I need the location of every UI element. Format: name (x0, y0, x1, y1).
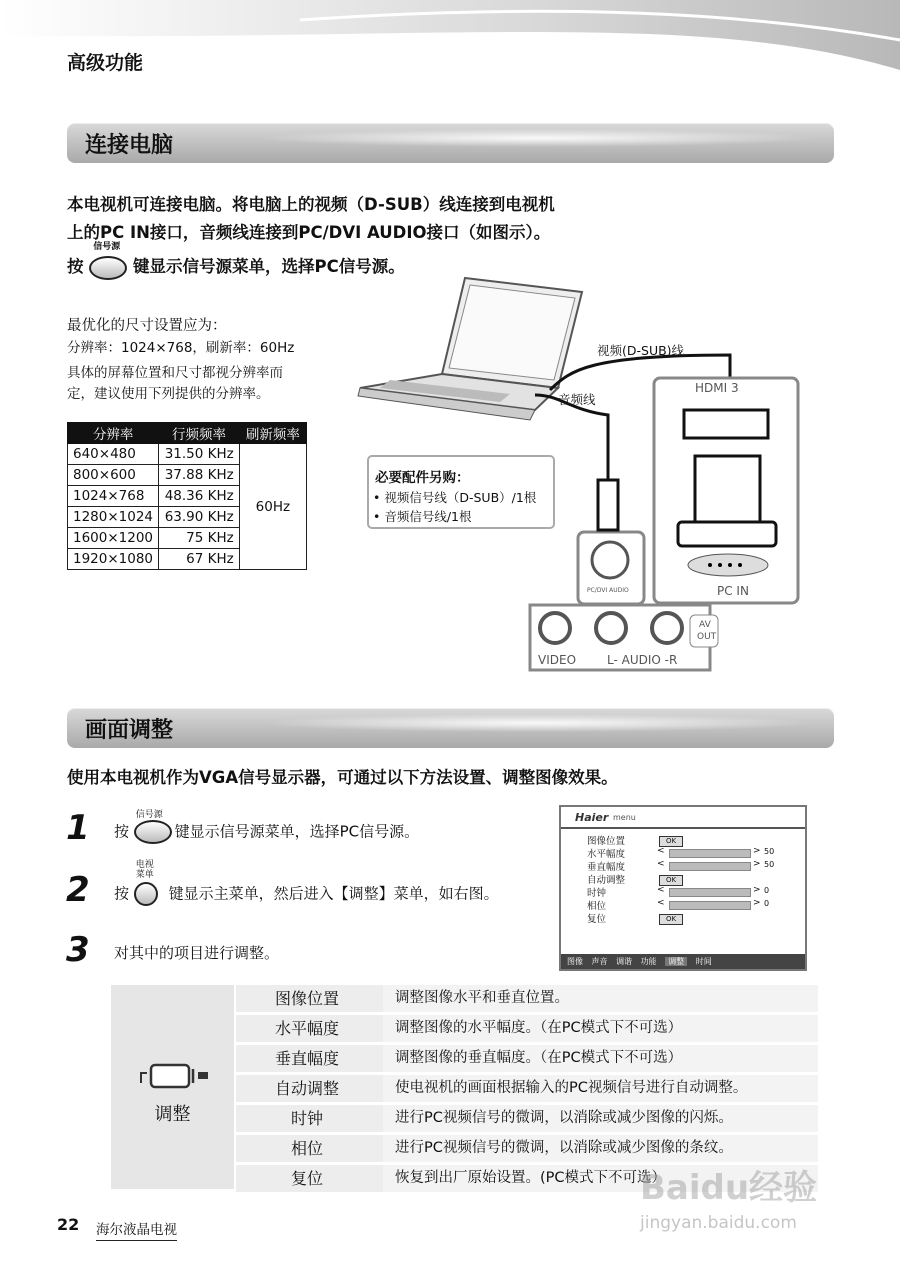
table-row: 复位 恢复到出厂原始设置。(PC模式下不可选） (236, 1165, 818, 1192)
accessory-item: • 视频信号线（D-SUB）/1根 (373, 490, 537, 505)
section2-intro: 使用本电视机作为VGA信号显示器，可通过以下方法设置、调整图像效果。 (67, 768, 618, 787)
page-number: 22 (57, 1215, 80, 1234)
step-number: 3 (66, 930, 90, 970)
accessory-item: • 音频信号线/1根 (373, 509, 472, 524)
av-out-label: OUT (697, 632, 717, 642)
menu-item: 图像位置 (587, 836, 626, 847)
step-text: 键显示主菜单，然后进入【调整】菜单，如右图。 (168, 884, 499, 903)
press-word: 按 (114, 822, 130, 841)
table-row: 水平幅度 调整图像的水平幅度。（在PC模式下不可选） (236, 1015, 818, 1042)
video-cable-label: 视频(D-SUB)线 (597, 343, 685, 358)
table-cell: 800×600 (68, 465, 159, 486)
table-cell: 1600×1200 (68, 528, 159, 549)
source-button-caption: 信号源 (93, 242, 121, 252)
step-text: 键显示信号源菜单，选择PC信号源。 (174, 822, 420, 841)
menu-tab-active: 调整 (665, 957, 687, 966)
pc-dvi-audio-label: PC/DVI AUDIO (587, 587, 629, 594)
ok-button: OK (659, 836, 683, 847)
table-cell: 1920×1080 (68, 549, 159, 570)
optimal-value: 分辨率：1024×768，刷新率：60Hz (67, 340, 295, 356)
intro-line-1: 本电视机可连接电脑。将电脑上的视频（D-SUB）线连接到电视机 (67, 195, 555, 214)
section-title: 连接电脑 (85, 133, 174, 158)
table-cell: 1024×768 (68, 486, 159, 507)
accessory-title: 必要配件另购： (375, 470, 470, 486)
adjust-icon-cell (111, 985, 234, 1189)
menu-tab: 调谐 (616, 957, 633, 966)
menu-tab-bar (561, 954, 805, 969)
menu-item: 相位 (587, 901, 607, 912)
table-cell: 640×480 (68, 444, 159, 465)
table-row: 图像位置 调整图像水平和垂直位置。 (236, 985, 818, 1012)
menu-value: 50 (764, 860, 775, 869)
table-header: 行频频率 (159, 423, 239, 444)
menu-brand-sub: menu (613, 813, 636, 822)
menu-tab: 声音 (591, 957, 608, 966)
step-1 (114, 810, 420, 844)
table-cell: 31.50 KHz (159, 444, 239, 465)
step-2 (114, 860, 499, 906)
audio-jack-label: L- AUDIO -R (607, 653, 678, 667)
note-line-2: 定，建议使用下列提供的分辨率。 (67, 386, 270, 402)
chapter-title: 高级功能 (67, 52, 144, 74)
laptop-illustration (358, 278, 582, 420)
step-3-text: 对其中的项目进行调整。 (114, 944, 280, 962)
video-jack-label: VIDEO (538, 653, 577, 667)
audio-cable-label: 音频线 (558, 392, 596, 407)
header-swoosh (0, 0, 900, 90)
table-row: 垂直幅度 调整图像的垂直幅度。（在PC模式下不可选） (236, 1045, 818, 1072)
refresh-cell: 60Hz (239, 444, 306, 570)
note-line-1: 具体的屏幕位置和尺寸都视分辨率而 (67, 365, 283, 381)
intro-line-2: 上的PC IN接口，音频线连接到PC/DVI AUDIO接口（如图示）。 (67, 223, 551, 242)
menu-tab: 时间 (695, 957, 712, 966)
menu-item: 自动调整 (587, 875, 626, 886)
adjust-label: 调整 (154, 1104, 191, 1125)
watermark-url: jingyan.baidu.com (640, 1213, 797, 1233)
menu-brand: Haier (575, 811, 609, 824)
footer-brand: 海尔液晶电视 (96, 1218, 177, 1241)
menu-value: 0 (764, 886, 770, 895)
press-word: 按 (114, 884, 130, 903)
watermark-logo: Baidu经验 (640, 1168, 818, 1208)
av-out-label: AV (699, 620, 711, 630)
table-cell: 37.88 KHz (159, 465, 239, 486)
hdmi-label: HDMI 3 (695, 381, 739, 395)
source-button-icon (89, 256, 127, 280)
section-header-picture-adjust (67, 708, 834, 748)
menu-button-caption: 电视 菜单 (135, 860, 154, 880)
menu-value: 50 (764, 847, 775, 856)
optimal-title: 最优化的尺寸设置应为： (67, 318, 227, 334)
step-number: 1 (66, 808, 90, 848)
table-cell: 63.90 KHz (159, 507, 239, 528)
press-word: 按 (67, 257, 84, 276)
adjust-icon (135, 1061, 215, 1091)
table-cell: 75 KHz (159, 528, 239, 549)
table-cell: 48.36 KHz (159, 486, 239, 507)
menu-item: 水平幅度 (587, 849, 626, 860)
step-number: 2 (66, 870, 90, 910)
menu-value: 0 (764, 899, 770, 908)
menu-item: 复位 (587, 914, 607, 925)
resolution-table (67, 422, 307, 570)
menu-item: 垂直幅度 (587, 862, 626, 873)
table-row: 自动调整 使电视机的画面根据输入的PC视频信号进行自动调整。 (236, 1075, 818, 1102)
table-row: 时钟 进行PC视频信号的微调，以消除或减少图像的闪烁。 (236, 1105, 818, 1132)
table-row: 相位 进行PC视频信号的微调，以消除或减少图像的条纹。 (236, 1135, 818, 1162)
source-button-caption: 信号源 (135, 810, 163, 820)
ok-button: OK (659, 875, 683, 886)
press-source-rest: 键显示信号源菜单，选择PC信号源。 (133, 257, 405, 276)
dsub-plug (695, 456, 760, 526)
table-cell: 1280×1024 (68, 507, 159, 528)
table-header: 分辨率 (68, 423, 159, 444)
menu-tab: 图像 (567, 957, 583, 966)
section-header-connect-pc (67, 123, 834, 163)
source-button-icon (134, 820, 172, 844)
menu-item: 时钟 (587, 888, 607, 899)
pc-in-label: PC IN (717, 584, 749, 598)
table-header: 刷新频率 (239, 423, 306, 444)
menu-button-icon (134, 882, 158, 906)
menu-tab: 功能 (640, 957, 657, 966)
osd-menu-screenshot: Haier menu 图像位置 OK 水平幅度 < > 50 垂直幅度 < > 50 自动调整 OK 时钟 < > 0 相位 < > 0 复位 OK 图像 声音 调谐 功能 调整 时间 (559, 805, 807, 971)
ok-button: OK (659, 914, 683, 925)
table-cell: 67 KHz (159, 549, 239, 570)
audio-plug (598, 480, 618, 530)
section-title: 画面调整 (85, 718, 174, 743)
hdmi-port (684, 410, 768, 438)
